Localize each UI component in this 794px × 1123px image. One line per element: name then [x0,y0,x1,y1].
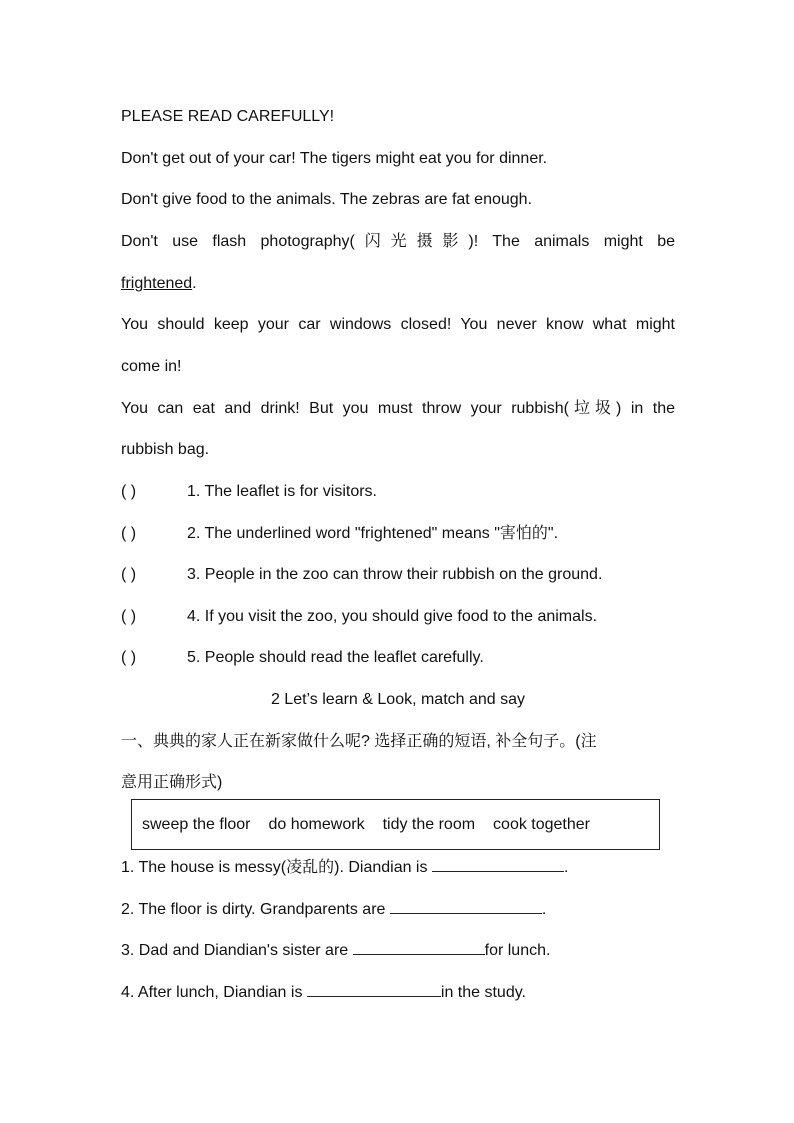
sentence-text: 4. After lunch, Diandian is [121,984,307,1001]
notice-line-4: You should keep your car windows closed! You never know what might [121,316,675,333]
phrase-option: sweep the floor [142,815,251,833]
judge-text: 3. People in the zoo can throw their rubbish on the ground. [187,566,603,583]
judge-item-1 [121,481,675,503]
notice-line-3: Don't use flash photography(闪光摄影)! The animals might be [121,233,675,250]
answer-paren[interactable]: ( ) [121,525,137,542]
phrase-option: cook together [493,815,590,833]
answer-blank[interactable] [432,855,564,872]
sentence-end: . [563,859,569,876]
period: . [192,275,197,292]
fill-sentence-4 [121,980,675,1004]
sentence-text: 3. Dad and Diandian's sister are [121,942,353,959]
judge-item-2 [121,523,675,545]
phrase-box [131,799,660,850]
notice-line-5-cont: rubbish bag. [121,441,210,458]
judge-text: 1. The leaflet is for visitors. [187,483,377,500]
notice-heading: PLEASE READ CAREFULLY! [121,108,335,125]
underlined-word: frightened [121,275,193,292]
sentence-end: for lunch. [484,942,551,959]
judge-text: 5. People should read the leaflet carefully. [187,649,484,666]
answer-paren[interactable]: ( ) [121,649,137,666]
judge-item-3 [121,564,675,586]
notice-line-1: Don't get out of your car! The tigers might eat you for dinner. [121,150,548,167]
judge-item-4 [121,606,675,628]
fill-sentence-2 [121,897,675,921]
sentence-end: in the study. [440,984,526,1001]
sentence-text: 1. The house is messy(凌乱的). Diandian is [121,859,432,876]
sentence-text: 2. The floor is dirty. Grandparents are [121,901,390,918]
answer-blank[interactable] [353,938,485,955]
answer-paren[interactable]: ( ) [121,608,137,625]
notice-line-3-cont [121,273,675,295]
instruction-line-2: 意用正确形式) [121,774,223,791]
fill-sentence-3 [121,938,675,962]
judge-text: 4. If you visit the zoo, you should give food to the animals. [187,608,598,625]
judge-text: 2. The underlined word "frightened" means "害怕的". [187,525,559,542]
notice-line-4-cont: come in! [121,358,182,375]
answer-blank[interactable] [307,980,441,997]
answer-paren[interactable]: ( ) [121,483,137,500]
judge-item-5 [121,647,675,669]
answer-paren[interactable]: ( ) [121,566,137,583]
notice-line-5: You can eat and drink! But you must throw your rubbish(垃圾) in the [121,400,675,417]
instruction-line-1: 一、典典的家人正在新家做什么呢? 选择正确的短语, 补全句子。(注 [121,733,597,750]
phrase-option: do homework [268,815,365,833]
answer-blank[interactable] [390,897,542,914]
phrase-option: tidy the room [382,815,476,833]
sentence-end: . [541,901,547,918]
notice-line-2: Don't give food to the animals. The zebras are fat enough. [121,191,533,208]
fill-sentence-1 [121,855,675,879]
section-title: 2 Let’s learn & Look, match and say [270,691,526,708]
